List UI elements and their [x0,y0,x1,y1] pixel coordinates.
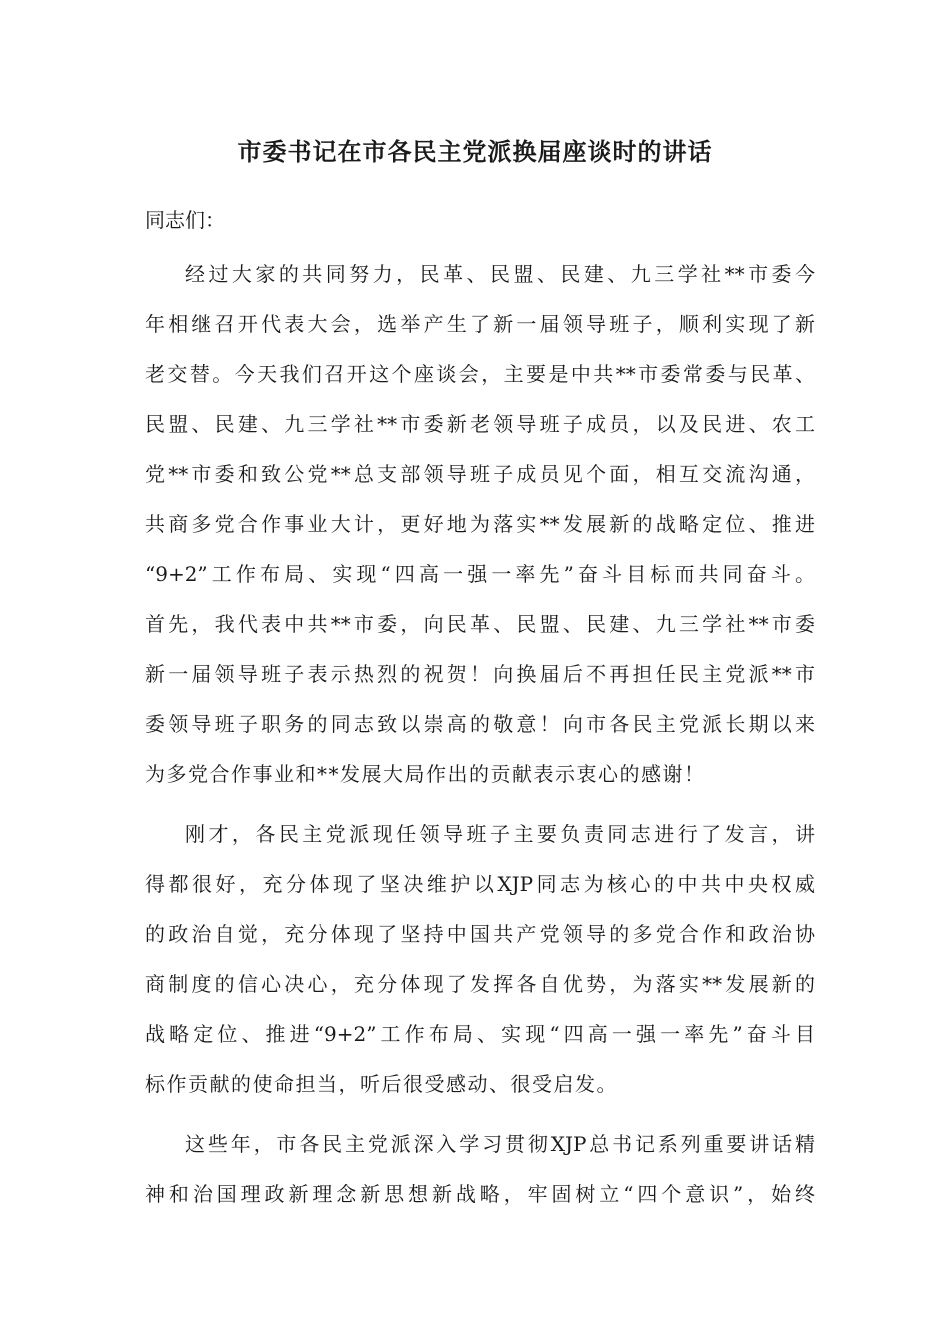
body-line: 商制度的信心决心，充分体现了发挥各自优势，为落实**发展新的 [145,972,815,996]
body-line: 的政治自觉，充分体现了坚持中国共产党领导的多党合作和政治协 [145,922,815,946]
body-line: 标作贡献的使命担当，听后很受感动、很受启发。 [145,1072,618,1096]
body-line: 战略定位、推进“9+2”工作布局、实现“四高一强一率先”奋斗目 [145,1022,815,1046]
body-line: 共商多党合作事业大计，更好地为落实**发展新的战略定位、推进 [145,512,815,536]
body-line: 年相继召开代表大会，选举产生了新一届领导班子，顺利实现了新 [145,312,815,336]
body-line: 得都很好，充分体现了坚决维护以XJP同志为核心的中共中央权威 [145,872,815,896]
body-line: 首先，我代表中共**市委，向民革、民盟、民建、九三学社**市委 [145,612,815,636]
body-line: 为多党合作事业和**发展大局作出的贡献表示衷心的感谢！ [145,762,706,786]
body-line: 民盟、民建、九三学社**市委新老领导班子成员，以及民进、农工 [145,412,815,436]
salutation: 同志们： [145,208,225,232]
document-title: 市委书记在市各民主党派换届座谈时的讲话 [237,137,713,166]
body-line: 经过大家的共同努力，民革、民盟、民建、九三学社**市委今 [185,262,815,286]
body-line: “9+2”工作布局、实现“四高一强一率先”奋斗目标而共同奋斗。 [145,562,815,586]
body-line: 这些年，市各民主党派深入学习贯彻XJP总书记系列重要讲话精 [185,1132,815,1156]
body-line: 刚才，各民主党派现任领导班子主要负责同志进行了发言，讲 [185,822,815,846]
body-line: 神和治国理政新理念新思想新战略，牢固树立“四个意识”，始终 [145,1182,815,1206]
body-line: 党**市委和致公党**总支部领导班子成员见个面，相互交流沟通， [145,462,815,486]
body-line: 委领导班子职务的同志致以崇高的敬意！向市各民主党派长期以来 [145,712,815,736]
body-line: 老交替。今天我们召开这个座谈会，主要是中共**市委常委与民革、 [145,362,815,386]
body-line: 新一届领导班子表示热烈的祝贺！向换届后不再担任民主党派**市 [145,662,815,686]
